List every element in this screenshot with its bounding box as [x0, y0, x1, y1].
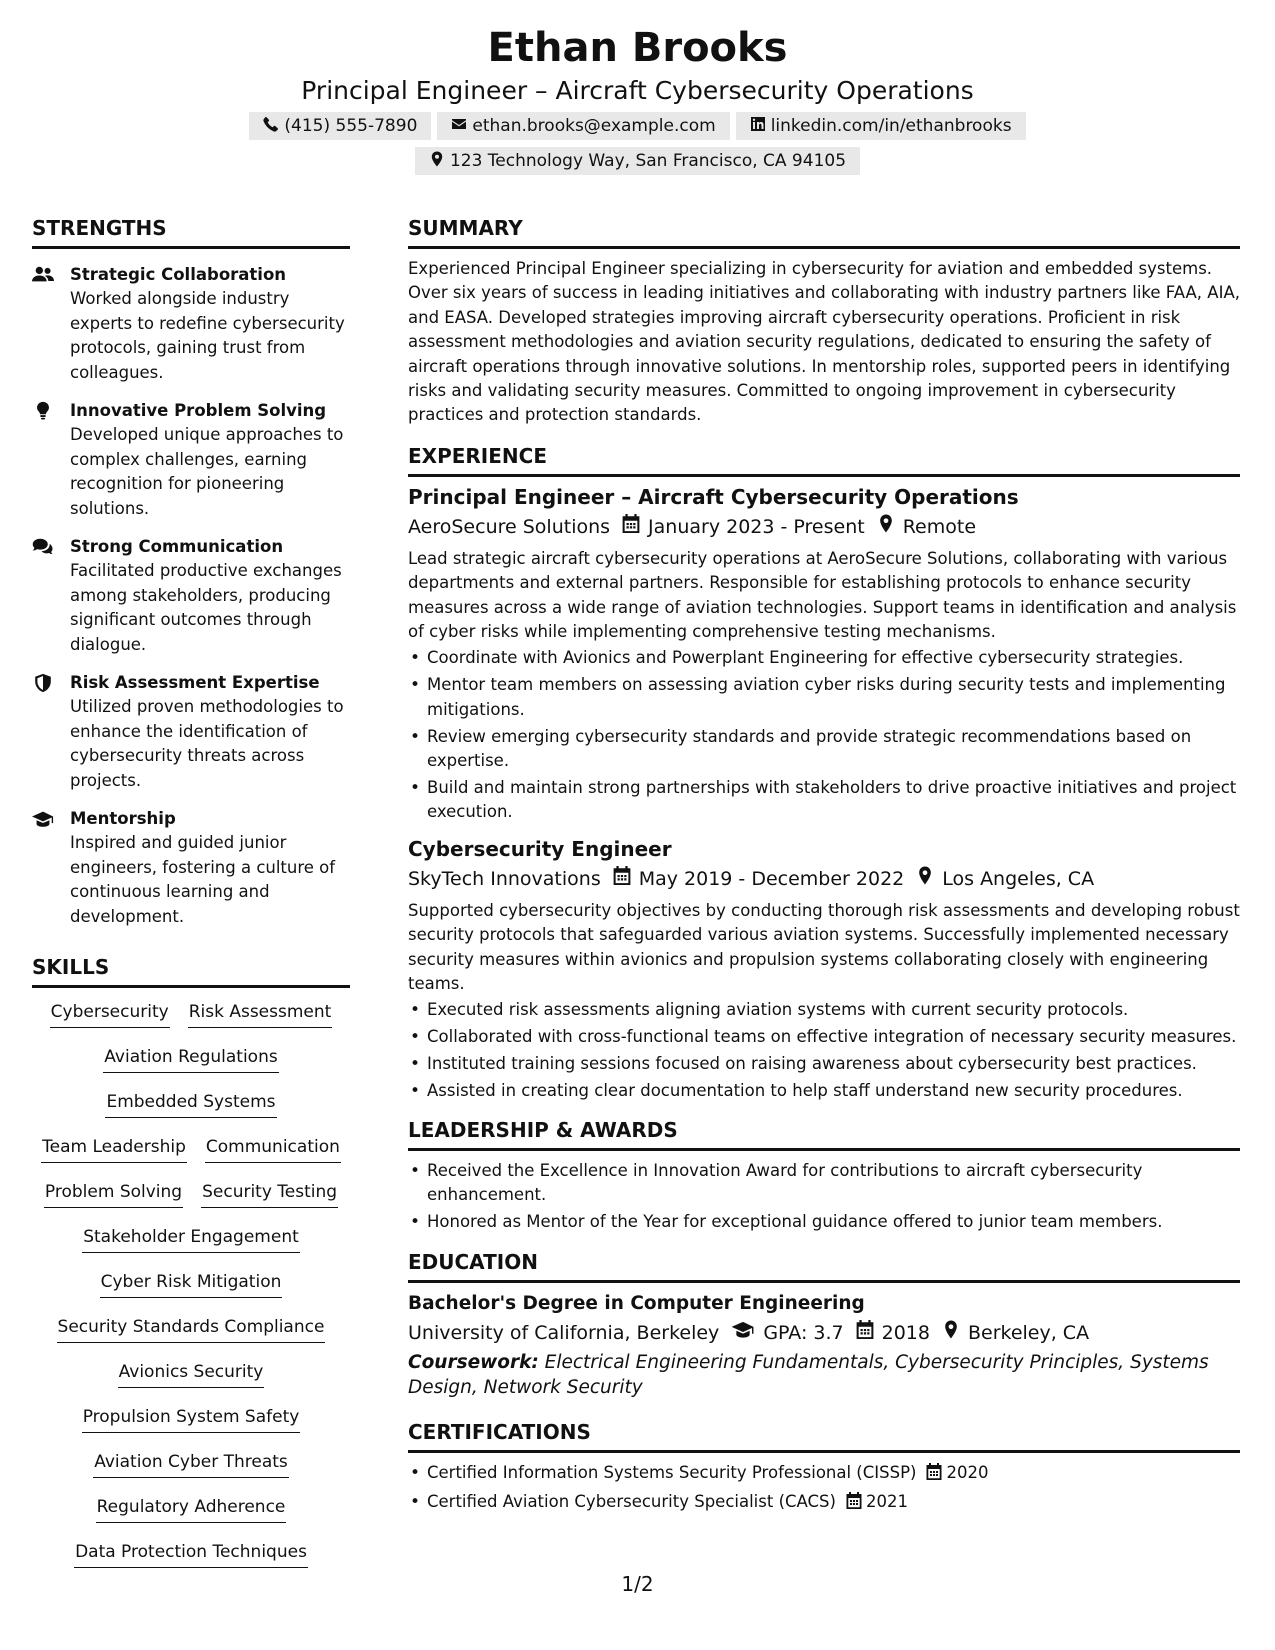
certifications-heading: CERTIFICATIONS — [408, 1418, 1240, 1453]
list-item — [408, 1461, 1240, 1487]
map-marker-icon — [904, 864, 942, 894]
strengths-heading: STRENGTHS — [32, 214, 350, 249]
candidate-name: Ethan Brooks — [487, 25, 788, 71]
linkedin-icon — [750, 116, 771, 137]
leadership-bullets — [408, 1159, 1240, 1235]
strength-desc: Worked alongside industry experts to redefine cybersecurity protocols, gaining trust from colleagues. — [70, 289, 345, 382]
coursework-text: Electrical Engineering Fundamentals, Cybersecurity Principles, Systems Design, Network Security — [408, 1352, 1209, 1399]
job-title: Principal Engineer – Aircraft Cybersecurity Operations — [408, 484, 1019, 509]
strength-title: Strong Communication — [70, 537, 284, 556]
skill-tag: Embedded Systems — [105, 1090, 276, 1118]
experience-heading: EXPERIENCE — [408, 442, 1240, 477]
envelope-icon — [451, 116, 472, 137]
linkedin-text[interactable]: linkedin.com/in/ethanbrooks — [770, 116, 1012, 136]
map-marker-icon — [865, 512, 903, 542]
education-meta — [408, 1318, 1240, 1348]
phone-text: (415) 555-7890 — [284, 116, 418, 136]
right-column — [408, 214, 1240, 1519]
skill-row — [44, 1180, 338, 1225]
strength-desc: Facilitated productive exchanges among stakeholders, producing significant outcomes through dialogue. — [70, 561, 342, 654]
email-text[interactable]: ethan.brooks@example.com — [472, 116, 716, 136]
skills-heading: SKILLS — [32, 953, 350, 988]
map-marker-icon — [930, 1318, 968, 1348]
strength-item — [32, 807, 350, 929]
skill-tag: Cybersecurity — [50, 1000, 170, 1028]
list-item — [408, 1490, 1240, 1516]
skill-row — [82, 1405, 301, 1450]
summary-heading: SUMMARY — [408, 214, 1240, 249]
graduation-cap-icon — [719, 1318, 763, 1348]
map-marker-icon — [429, 151, 450, 172]
education-location: Berkeley, CA — [967, 1322, 1090, 1345]
certification-list — [408, 1461, 1240, 1516]
phone-icon — [263, 116, 284, 137]
skill-row — [96, 1495, 287, 1540]
skill-tag: Propulsion System Safety — [82, 1405, 301, 1433]
skill-tag: Data Protection Techniques — [74, 1540, 308, 1568]
strength-desc: Developed unique approaches to complex challenges, earning recognition for pioneering solutions. — [70, 425, 344, 518]
linkedin-contact[interactable] — [736, 112, 1026, 140]
calendar-icon — [601, 864, 639, 894]
skill-tag: Problem Solving — [44, 1180, 183, 1208]
coursework — [408, 1350, 1240, 1400]
list-item: • Build and maintain strong partnerships with stakeholders to drive proactive initiatives and project execution. — [408, 776, 1240, 825]
shield-icon — [32, 671, 70, 793]
job-title: Cybersecurity Engineer — [408, 836, 672, 861]
strength-title: Mentorship — [70, 809, 176, 828]
company-name: SkyTech Innovations — [408, 867, 601, 890]
skill-row — [118, 1360, 265, 1405]
list-item: • Review emerging cybersecurity standards and provide strategic recommendations based on expertise. — [408, 725, 1240, 774]
skill-tag: Regulatory Adherence — [96, 1495, 287, 1523]
certification-name: Certified Aviation Cybersecurity Specialist (CACS) — [427, 1492, 836, 1512]
calendar-icon — [610, 512, 648, 542]
list-item: • Honored as Mentor of the Year for exceptional guidance offered to junior team members. — [408, 1210, 1240, 1234]
skill-row — [103, 1045, 278, 1090]
email-contact[interactable] — [437, 112, 729, 140]
address-contact — [415, 147, 860, 175]
resume-header — [0, 22, 1275, 175]
skill-tag: Security Standards Compliance — [57, 1315, 326, 1343]
skill-row — [57, 1315, 326, 1360]
skill-tag: Aviation Regulations — [103, 1045, 278, 1073]
job-meta — [408, 864, 1240, 894]
strength-desc: Inspired and guided junior engineers, fostering a culture of continuous learning and development. — [70, 833, 336, 926]
job-entry — [408, 483, 1240, 825]
users-icon — [32, 263, 70, 385]
calendar-icon — [926, 1463, 942, 1487]
skill-row — [93, 1450, 289, 1495]
job-location: Remote — [902, 515, 977, 538]
list-item: • Received the Excellence in Innovation Award for contributions to aircraft cybersecurity enhancement. — [408, 1159, 1240, 1208]
list-item: • Coordinate with Avionics and Powerplant Engineering for effective cybersecurity strategies. — [408, 646, 1240, 670]
list-item: • Mentor team members on assessing aviation cyber risks during security tests and implementing mitigations. — [408, 673, 1240, 722]
skill-tag: Team Leadership — [41, 1135, 187, 1163]
lightbulb-icon — [32, 399, 70, 521]
summary-text: Experienced Principal Engineer specializing in cybersecurity for aviation and embedded systems. Over six years of success in leading initiatives and collaborating with industry partners like FAA, AIA, and EASA. Developed strategies improving aircraft cybersecurity operations. Proficient in risk assessment methodologies and aviation security regulations, dedicated to ensuring the safety of aircraft operations through innovative solutions. In mentorship roles, supported peers in identifying risks and validating security measures. Committed to ongoing improvement in cybersecurity practices and protection standards. — [408, 259, 1240, 425]
job-bullets — [408, 998, 1240, 1103]
skill-tag: Aviation Cyber Threats — [93, 1450, 289, 1478]
skill-row — [41, 1135, 341, 1180]
comments-icon — [32, 535, 70, 657]
list-item: • Assisted in creating clear documentation to help staff understand new security procedures. — [408, 1079, 1240, 1103]
job-entry — [408, 835, 1240, 1104]
coursework-label: Coursework: — [408, 1352, 539, 1374]
job-description: Lead strategic aircraft cybersecurity operations at AeroSecure Solutions, collaborating with various departments and external partners. Responsible for establishing protocols to enhance security measures across a wide range of aviation technologies. Support teams in identification and analysis of cyber risks while implementing comprehensive testing mechanisms. — [408, 548, 1237, 642]
skills-list — [32, 1000, 350, 1585]
job-bullets — [408, 646, 1240, 824]
skill-tag: Avionics Security — [118, 1360, 265, 1388]
skill-tag: Security Testing — [201, 1180, 338, 1208]
skill-tag: Risk Assessment — [188, 1000, 333, 1028]
strength-item — [32, 263, 350, 385]
strength-desc: Utilized proven methodologies to enhance the identification of cybersecurity threats across projects. — [70, 697, 344, 790]
job-location: Los Angeles, CA — [942, 867, 1095, 890]
skill-row — [105, 1090, 276, 1135]
calendar-icon — [846, 1492, 862, 1516]
list-item: • Collaborated with cross-functional teams on effective integration of necessary security measures. — [408, 1025, 1240, 1049]
job-dates: May 2019 - December 2022 — [638, 867, 905, 890]
candidate-headline: Principal Engineer – Aircraft Cybersecurity Operations — [301, 76, 974, 105]
list-item: • Executed risk assessments aligning aviation systems with current security protocols. — [408, 998, 1240, 1022]
skill-tag: Stakeholder Engagement — [82, 1225, 300, 1253]
address-text: 123 Technology Way, San Francisco, CA 94105 — [449, 151, 847, 171]
certification-name: Certified Information Systems Security Professional (CISSP) — [427, 1463, 917, 1483]
job-meta — [408, 512, 1240, 542]
education-heading: EDUCATION — [408, 1248, 1240, 1283]
graduation-year: 2018 — [881, 1322, 930, 1345]
contact-row-address — [0, 147, 1275, 175]
company-name: AeroSecure Solutions — [408, 515, 611, 538]
strength-title: Innovative Problem Solving — [70, 401, 327, 420]
school-name: University of California, Berkeley — [408, 1322, 720, 1345]
skill-row — [100, 1270, 283, 1315]
left-column — [32, 214, 350, 1585]
skill-row — [50, 1000, 333, 1045]
strength-title: Strategic Collaboration — [70, 265, 287, 284]
job-dates: January 2023 - Present — [648, 515, 865, 538]
certification-year: 2021 — [865, 1492, 908, 1512]
strength-item — [32, 399, 350, 521]
page-number: 1/2 — [621, 1572, 654, 1596]
skill-tag: Communication — [205, 1135, 341, 1163]
skill-row — [82, 1225, 300, 1270]
graduation-cap-icon — [32, 807, 70, 929]
leadership-heading: LEADERSHIP & AWARDS — [408, 1116, 1240, 1151]
job-description: Supported cybersecurity objectives by conducting thorough risk assessments and developing robust security protocols that safeguarded various aviation systems. Successfully implemented necessary security measures within avionics and propulsion systems collaborating closely with engineering teams. — [408, 900, 1240, 994]
list-item: • Instituted training sessions focused on raising awareness about cybersecurity best practices. — [408, 1052, 1240, 1076]
degree-title: Bachelor's Degree in Computer Engineering — [408, 1293, 865, 1315]
strength-item — [32, 671, 350, 793]
contact-row — [0, 112, 1275, 140]
strength-title: Risk Assessment Expertise — [70, 673, 320, 692]
calendar-icon — [844, 1318, 882, 1348]
gpa-text: GPA: 3.7 — [763, 1322, 844, 1345]
skill-tag: Cyber Risk Mitigation — [100, 1270, 283, 1298]
certification-year: 2020 — [946, 1463, 989, 1483]
strength-item — [32, 535, 350, 657]
phone-contact — [249, 112, 431, 140]
